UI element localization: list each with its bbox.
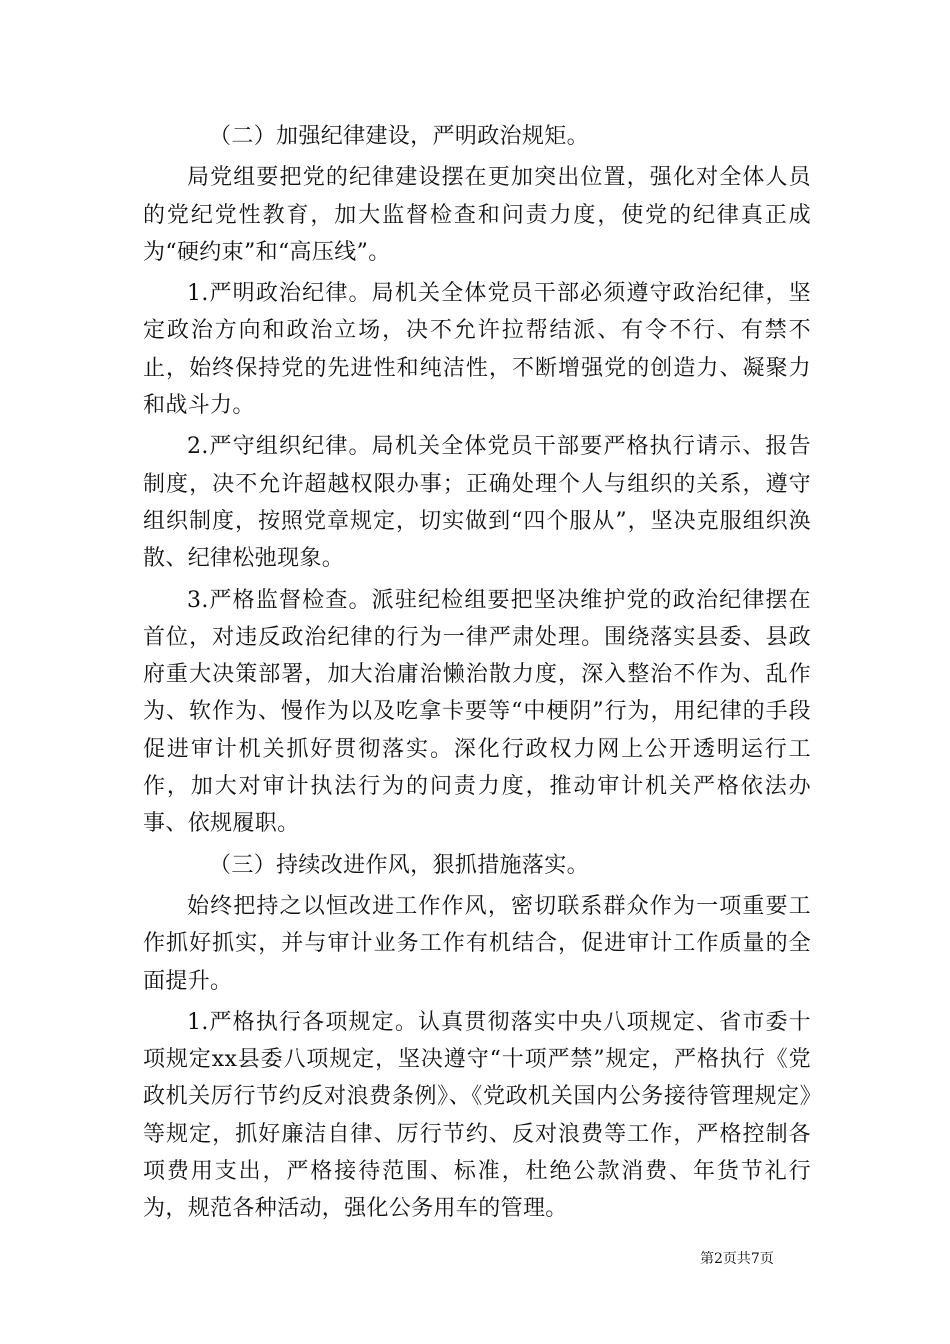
section-heading-3: （三）持续改进作风，狠抓措施落实。 xyxy=(209,852,589,878)
paragraph: 局党组要把党的纪律建设摆在更加突出位置，强化对全体人员的党纪党性教育，加大监督检查和问责力度，使党的纪律真正成为“硬约束”和“高压线”。 xyxy=(143,165,811,265)
paragraph: 1.严格执行各项规定。认真贯彻落实中央八项规定、省市委十项规定xx县委八项规定，坚决遵守“十项严禁”规定，严格执行《党政机关厉行节约反对浪费条例》、《党政机关国内公务接待管理规定》等规定，抓好廉洁自律、厉行节约、反对浪费等工作，严格控制各项费用支出，严格接待范围、标准，杜绝公款消费、年货节礼行为，规范各种活动，强化公务用车的管理。 xyxy=(143,1009,811,1222)
section-heading-2: （二）加强纪律建设，严明政治规矩。 xyxy=(209,124,589,149)
paragraph: 始终把持之以恒改进工作作风，密切联系群众作为一项重要工作抓好抓实，并与审计业务工作有机结合，促进审计工作质量的全面提升。 xyxy=(143,893,811,994)
page-number: 第2页共7页 xyxy=(700,1251,774,1267)
paragraph: 2.严守组织纪律。局机关全体党员干部要严格执行请示、报告制度，决不允许超越权限办事；正确处理个人与组织的关系，遵守组织制度，按照党章规定，切实做到“四个服从”，坚决克服组织涣散、纪律松弛现象。 xyxy=(143,434,811,572)
paragraph: 1.严明政治纪律。局机关全体党员干部必须遵守政治纪律，坚定政治方向和政治立场，决不允许拉帮结派、有令不行、有禁不止，始终保持党的先进性和纯洁性，不断增强党的创造力、凝聚力和战斗力。 xyxy=(143,281,811,419)
document-body xyxy=(143,118,811,1228)
paragraph: 3.严格监督检查。派驻纪检组要把坚决维护党的政治纪律摆在首位，对违反政治纪律的行为一律严肃处理。围绕落实县委、县政府重大决策部署，加大治庸治懒治散力度，深入整治不作为、乱作为、软作为、慢作为以及吃拿卡要等“中梗阴”行为，用纪律的手段促进审计机关抓好贯彻落实。深化行政权力网上公开透明运行工作，加大对审计执法行为的问责力度，推动审计机关严格依法办事、依规履职。 xyxy=(143,587,811,837)
